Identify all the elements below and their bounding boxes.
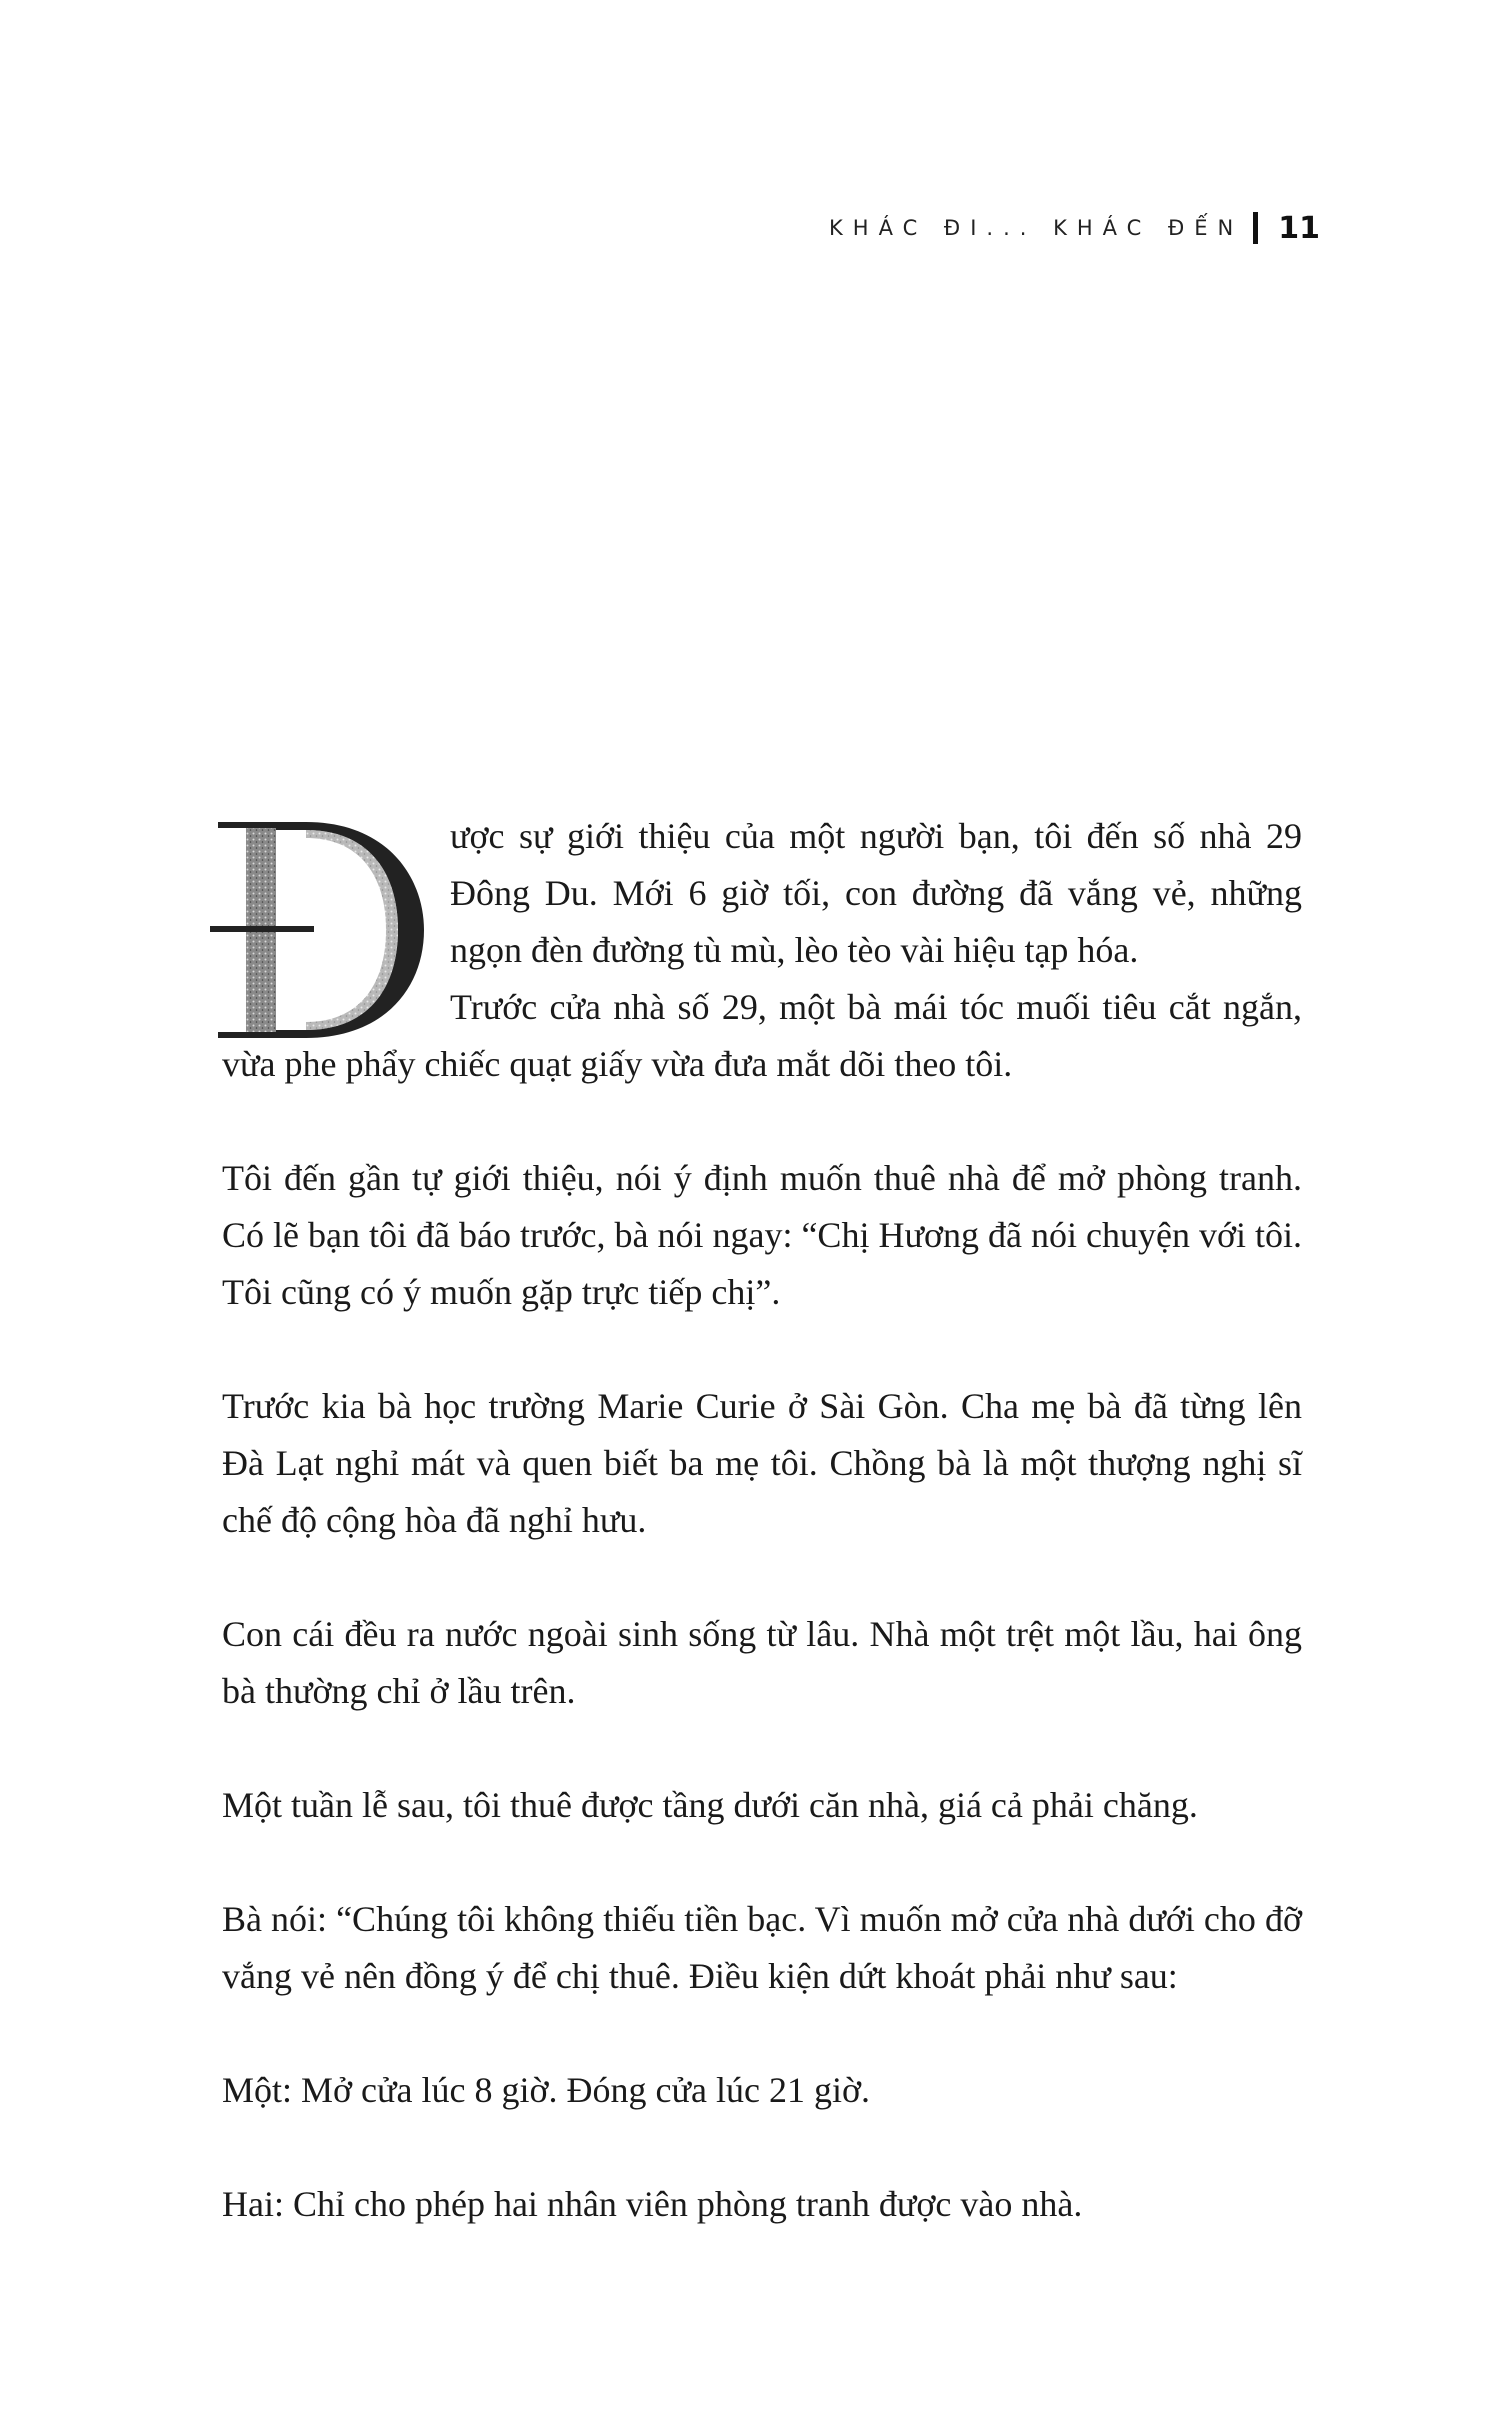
- paragraph-8: Một: Mở cửa lúc 8 giờ. Đóng cửa lúc 21 giờ.: [222, 2070, 871, 2110]
- paragraph-1: ược sự giới thiệu của một người bạn, tôi đến số nhà 29 Đông Du. Mới 6 giờ tối, con đường đã vắng vẻ, những ngọn đèn đường tù mù, lèo tèo vài hiệu tạp hóa.: [450, 816, 1302, 970]
- paragraph-2: Trước cửa nhà số 29, một bà mái tóc muối tiêu cắt ngắn, vừa phe phẩy chiếc quạt giấy vừa đưa mắt dõi theo tôi.: [222, 987, 1302, 1084]
- running-title: KHÁC ĐI... KHÁC ĐẾN: [829, 216, 1244, 240]
- paragraph-7: Bà nói: “Chúng tôi không thiếu tiền bạc. Vì muốn mở cửa nhà dưới cho đỡ vắng vẻ nên đồng ý để chị thuê. Điều kiện dứt khoát phải như sau:: [222, 1899, 1302, 1996]
- paragraph-3: Tôi đến gần tự giới thiệu, nói ý định muốn thuê nhà để mở phòng tranh. Có lẽ bạn tôi đã báo trước, bà nói ngay: “Chị Hương đã nói chuyện với tôi. Tôi cũng có ý muốn gặp trực tiếp chị”.: [222, 1158, 1302, 1312]
- drop-cap-letter: Đ: [210, 808, 211, 809]
- paragraph-6: Một tuần lễ sau, tôi thuê được tầng dưới căn nhà, giá cả phải chăng.: [222, 1785, 1198, 1825]
- paragraph-4: Trước kia bà học trường Marie Curie ở Sài Gòn. Cha mẹ bà đã từng lên Đà Lạt nghỉ mát và quen biết ba mẹ tôi. Chồng bà là một thượng nghị sĩ chế độ cộng hòa đã nghỉ hưu.: [222, 1386, 1302, 1540]
- running-header: [780, 206, 1320, 250]
- header-divider: [1253, 212, 1258, 244]
- body-text: [222, 808, 1302, 2290]
- paragraph-9: Hai: Chỉ cho phép hai nhân viên phòng tranh được vào nhà.: [222, 2184, 1083, 2224]
- paragraph-5: Con cái đều ra nước ngoài sinh sống từ lâu. Nhà một trệt một lầu, hai ông bà thường chỉ ở lầu trên.: [222, 1614, 1302, 1711]
- page-number: 11: [1278, 210, 1320, 246]
